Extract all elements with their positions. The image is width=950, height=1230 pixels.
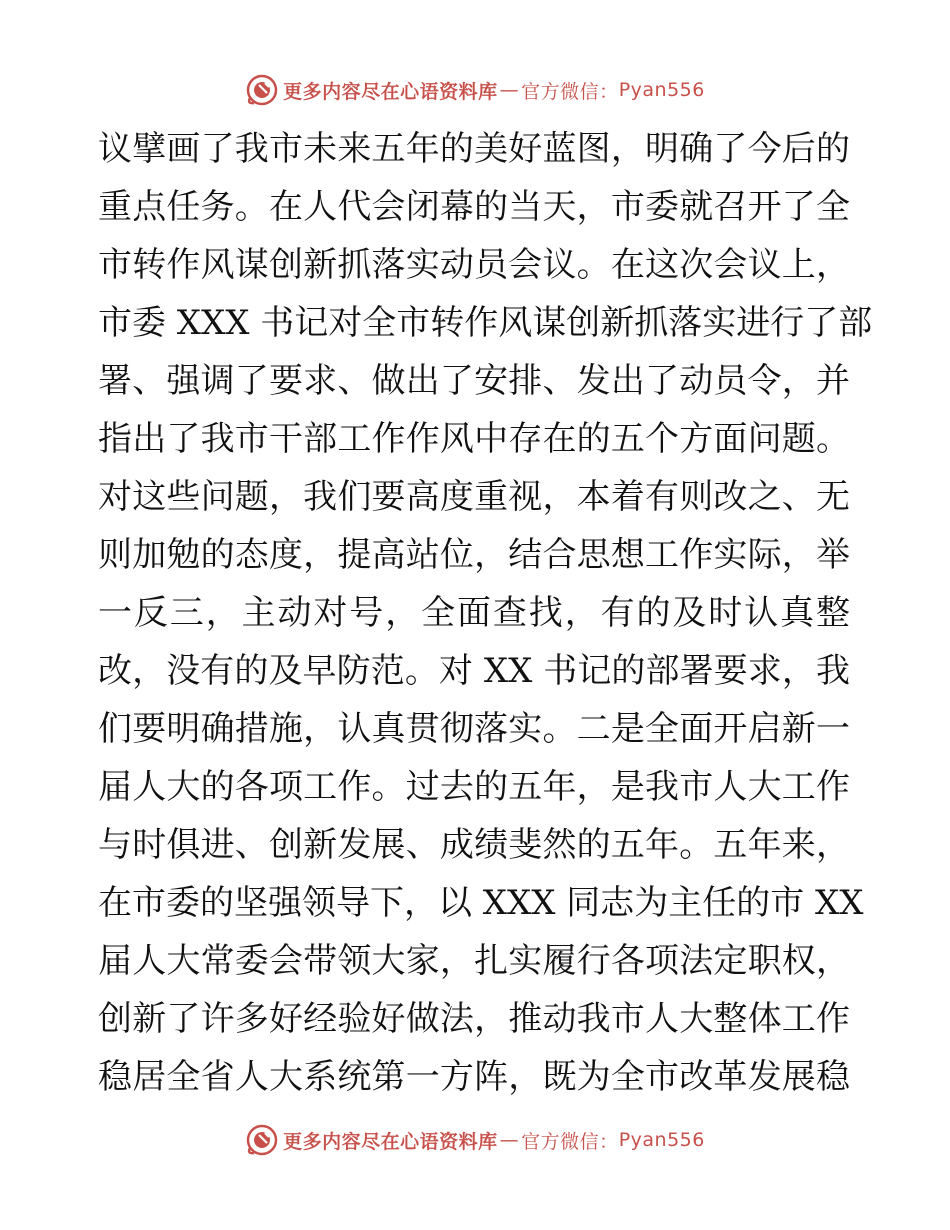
body-line: 们要明确措施，认真贯彻落实。二是全面开启新一 — [98, 709, 850, 749]
body-line: 指出了我市干部工作作风中存在的五个方面问题。 — [98, 419, 850, 459]
banner-separator: — — [499, 79, 520, 101]
banner-wechat-label: 官方微信： — [521, 80, 619, 103]
body-line: 议擘画了我市未来五年的美好蓝图，明确了今后的 — [98, 129, 850, 169]
body-line: 则加勉的态度，提高站位，结合思想工作实际，举 — [98, 535, 850, 575]
banner-wechat-id: Pyan556 — [618, 79, 705, 101]
brand-logo-icon — [245, 1123, 279, 1157]
body-line: 改，没有的及早防范。对 XX 书记的部署要求，我 — [98, 651, 850, 691]
body-line: 届人大的各项工作。过去的五年，是我市人大工作 — [98, 767, 850, 807]
body-line: 对这些问题，我们要高度重视，本着有则改之、无 — [98, 477, 850, 517]
body-line: 在市委的坚强领导下，以 XXX 同志为主任的市 XX — [98, 883, 864, 923]
banner-wechat-id: Pyan556 — [618, 1129, 705, 1151]
body-line: 署、强调了要求、做出了安排、发出了动员令，并 — [98, 361, 850, 401]
body-line: 重点任务。在人代会闭幕的当天，市委就召开了全 — [98, 187, 850, 227]
body-line: 市转作风谋创新抓落实动员会议。在这次会议上， — [98, 245, 850, 285]
banner-wechat-label: 官方微信： — [521, 1130, 619, 1153]
body-line: 一反三，主动对号，全面查找，有的及时认真整 — [98, 593, 850, 633]
body-line: 届人大常委会带领大家，扎实履行各项法定职权， — [98, 941, 850, 981]
body-line: 稳居全省人大系统第一方阵，既为全市改革发展稳 — [98, 1057, 850, 1097]
banner-separator: — — [499, 1129, 520, 1151]
header-watermark-banner — [0, 73, 950, 107]
brand-logo-icon — [245, 73, 279, 107]
body-line: 与时俱进、创新发展、成绩斐然的五年。五年来， — [98, 825, 850, 865]
footer-watermark-banner — [0, 1123, 950, 1157]
document-body — [98, 120, 873, 1106]
body-line: 市委 XXX 书记对全市转作风谋创新抓落实进行了部 — [98, 303, 873, 343]
body-line: 创新了许多好经验好做法，推动我市人大整体工作 — [98, 999, 850, 1039]
banner-brand-text: 更多内容尽在心语资料库 — [283, 1130, 498, 1153]
banner-brand-text: 更多内容尽在心语资料库 — [283, 80, 498, 103]
